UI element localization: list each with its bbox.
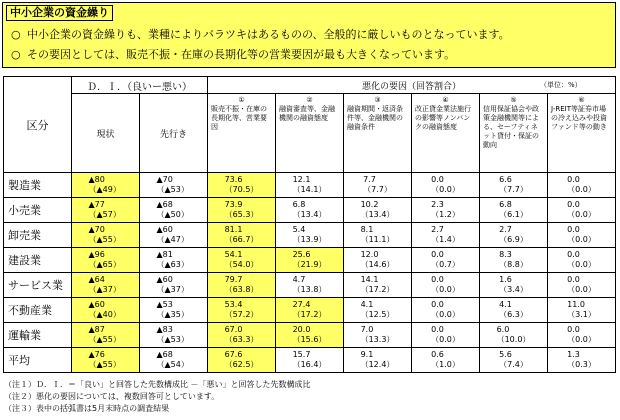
table-cell: ▲60 （▲40） <box>72 298 140 323</box>
table-row <box>4 323 616 348</box>
table-cell: 7.7 （7.7） <box>344 173 412 198</box>
header-causes: 悪化の要因（回答割合） <box>208 77 616 94</box>
row-category: 卸売業 <box>4 223 72 248</box>
bullet-text: その要因としては、販売不振・在庫の長期化等の営業要因が最も大きくなっています。 <box>27 48 456 61</box>
table-cell: 9.1 （12.4） <box>344 348 412 373</box>
table-row <box>4 348 616 373</box>
table-row <box>4 173 616 198</box>
table-cell: ▲83 （▲53） <box>140 323 208 348</box>
table-row <box>4 248 616 273</box>
table-cell: 5.6 （7.4） <box>480 348 548 373</box>
table-cell: ▲81 （▲63） <box>140 248 208 273</box>
table-cell: 1.3 （0.3） <box>548 348 616 373</box>
table-cell: 5.4 （13.9） <box>276 223 344 248</box>
table-cell: ▲70 （▲53） <box>140 173 208 198</box>
row-category: 建設業 <box>4 248 72 273</box>
bullet-2 <box>11 48 455 62</box>
row-category: 平均 <box>4 348 72 373</box>
table-cell: ▲87 （▲55） <box>72 323 140 348</box>
table-cell: ▲60 （▲37） <box>140 273 208 298</box>
table-cell: 81.1 （66.7） <box>208 223 276 248</box>
table-cell: 6.8 （13.4） <box>276 198 344 223</box>
table-cell: 73.6 （70.5） <box>208 173 276 198</box>
table-cell: 6.0 （10.0） <box>480 323 548 348</box>
table-cell: 53.4 （57.2） <box>208 298 276 323</box>
table-row <box>4 223 616 248</box>
table-cell: 79.7 （63.8） <box>208 273 276 298</box>
table-cell: 67.0 （63.3） <box>208 323 276 348</box>
table-cell: 0.0 （0.7） <box>412 248 480 273</box>
table-cell: ▲53 （▲35） <box>140 298 208 323</box>
table-cell: ▲70 （▲55） <box>72 223 140 248</box>
circle-bullet-icon: ○ <box>11 48 21 61</box>
table-row <box>4 273 616 298</box>
row-category: 製造業 <box>4 173 72 198</box>
table-cell: 7.0 （13.3） <box>344 323 412 348</box>
header-cause-4: ④ 改正貸金業法施行の影響等ノンバンクの融資態度 <box>412 94 480 173</box>
table-cell: 0.0 （0.0） <box>548 198 616 223</box>
financing-table <box>3 76 616 373</box>
table-cell: 0.0 （0.0） <box>412 323 480 348</box>
table-cell: 54.1 （54.0） <box>208 248 276 273</box>
table-cell: 0.0 （0.0） <box>548 173 616 198</box>
circle-bullet-icon: ○ <box>11 28 21 41</box>
table-cell: 2.3 （1.2） <box>412 198 480 223</box>
table-cell: 15.7 （16.4） <box>276 348 344 373</box>
table-cell: 6.6 （7.7） <box>480 173 548 198</box>
table-cell: 2.7 （6.9） <box>480 223 548 248</box>
table-cell: 2.7 （1.4） <box>412 223 480 248</box>
table-cell: 0.0 （0.0） <box>548 223 616 248</box>
header-cause-5: ⑤ 信用保証協会や政策金融機関等による、セーフティネット貸付・保証の動向 <box>480 94 548 173</box>
table-cell: 67.6 （62.5） <box>208 348 276 373</box>
row-category: 小売業 <box>4 198 72 223</box>
bullet-text: 中小企業の資金繰りも、業種によりバラツキはあるものの、全般的に厳しいものとなっています。 <box>27 28 510 41</box>
table-cell: ▲68 （▲54） <box>140 348 208 373</box>
header-sakiyuki: 先行き <box>140 94 208 173</box>
note-3: （注３）表中の括弧書は5月末時点の調査結果 <box>4 404 170 413</box>
table-cell: ▲60 （▲47） <box>140 223 208 248</box>
table-cell: 6.8 （6.1） <box>480 198 548 223</box>
table-cell: 10.2 （13.4） <box>344 198 412 223</box>
table-cell: ▲76 （▲55） <box>72 348 140 373</box>
table-cell: 0.0 （0.0） <box>548 323 616 348</box>
header-cause-6: ⑥ J-REIT等証券市場の冷え込みや投資ファンド等の動き <box>548 94 616 173</box>
table-cell: 4.7 （13.8） <box>276 273 344 298</box>
table-cell: 8.1 （11.1） <box>344 223 412 248</box>
table-cell: ▲96 （▲65） <box>72 248 140 273</box>
row-category: 不動産業 <box>4 298 72 323</box>
table-cell: 27.4 （17.2） <box>276 298 344 323</box>
table-cell: 12.1 （14.1） <box>276 173 344 198</box>
header-genjo: 現状 <box>72 94 140 173</box>
summary-box <box>2 2 616 68</box>
table-cell: 0.6 （1.0） <box>412 348 480 373</box>
row-category: 運輸業 <box>4 323 72 348</box>
table-cell: 0.0 （0.0） <box>412 273 480 298</box>
table-cell: ▲80 （▲49） <box>72 173 140 198</box>
table-cell: 0.0 （0.0） <box>412 298 480 323</box>
table-cell: 20.0 （15.6） <box>276 323 344 348</box>
page-title: 中小企業の資金繰り <box>6 5 113 21</box>
table-cell: 11.0 （3.1） <box>548 298 616 323</box>
table-cell: 0.0 （0.0） <box>548 273 616 298</box>
header-di: Ｄ．Ｉ．（良いー悪い） <box>72 77 208 94</box>
row-category: サービス業 <box>4 273 72 298</box>
notes <box>4 379 311 415</box>
header-cause-2: ② 融資審査等、金融機関の融資態度 <box>276 94 344 173</box>
table-cell: 0.0 （0.0） <box>548 248 616 273</box>
table-cell: ▲64 （▲37） <box>72 273 140 298</box>
note-2: （注２）悪化の要因については、複数回答可としています。 <box>4 392 220 401</box>
table-cell: 25.6 （21.9） <box>276 248 344 273</box>
table-cell: 4.1 （6.3） <box>480 298 548 323</box>
header-cause-1: ① 販売不振・在庫の長期化等、営業要因 <box>208 94 276 173</box>
header-kubun: 区分 <box>4 77 72 173</box>
table-cell: 73.9 （65.3） <box>208 198 276 223</box>
table-row <box>4 198 616 223</box>
table-cell: ▲77 （▲57） <box>72 198 140 223</box>
header-cause-3: ③ 融資期間・返済条件等、金融機関の融資条件 <box>344 94 412 173</box>
table-cell: 12.0 （14.6） <box>344 248 412 273</box>
note-1: （注１）Ｄ．Ｉ．＝「良い」と回答した先数構成比 －「悪い」と回答した先数構成比 <box>4 380 311 389</box>
table-cell: 4.1 （12.5） <box>344 298 412 323</box>
table-cell: 1.6 （3.4） <box>480 273 548 298</box>
bullet-1 <box>11 28 510 42</box>
table-cell: 0.0 （0.0） <box>412 173 480 198</box>
unit-label: （単位：%） <box>540 81 582 89</box>
table-cell: 14.1 （17.2） <box>344 273 412 298</box>
table-row <box>4 298 616 323</box>
table-cell: 8.3 （8.8） <box>480 248 548 273</box>
table-cell: ▲68 （▲50） <box>140 198 208 223</box>
